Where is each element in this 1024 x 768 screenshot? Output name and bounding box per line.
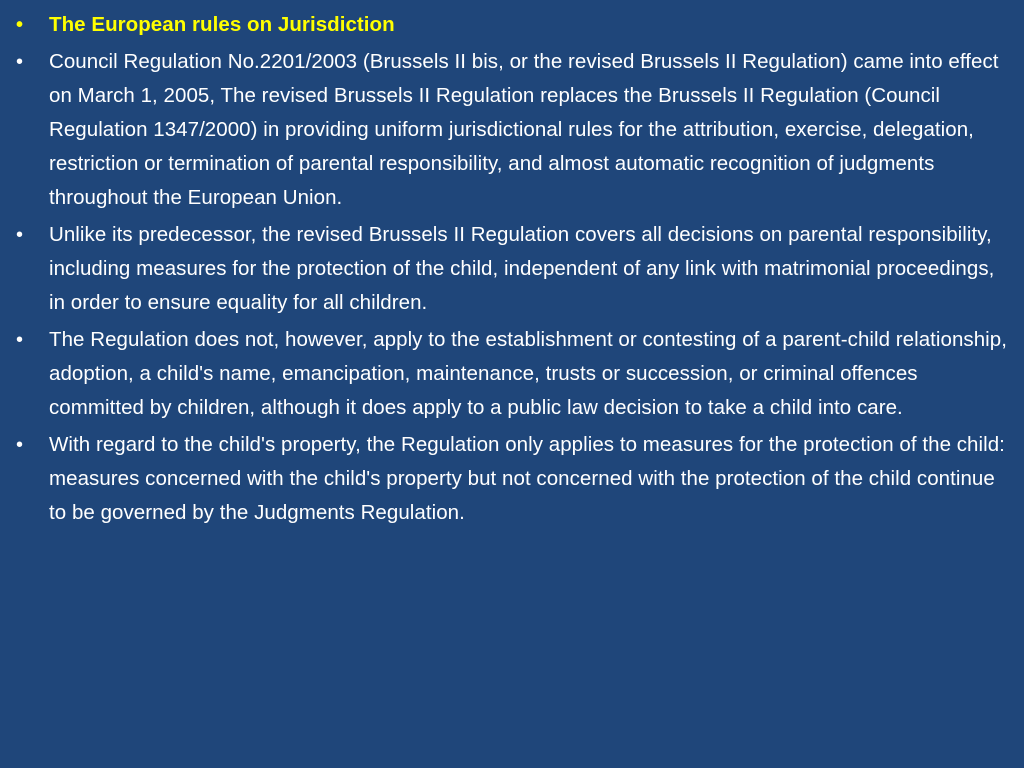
bullet-item <box>16 428 1010 530</box>
bullet-text: Council Regulation No.2201/2003 (Brussels II bis, or the revised Brussels II Regulation) came into effect on March 1, 2005, The revised Brussels II Regulation replaces the Brussels II Regulation (Council Regulation 1347/2000) in providing uniform jurisdictional rules for the attribution, exercise, delegation, restriction or termination of parental responsibility, and almost automatic recognition of judgments throughout the European Union. <box>49 50 999 209</box>
slide-title: The European rules on Jurisdiction <box>49 13 395 36</box>
bullet-dot-icon: • <box>16 14 24 36</box>
bullet-item <box>16 323 1010 425</box>
bullet-list <box>16 8 1010 530</box>
bullet-text: Unlike its predecessor, the revised Brussels II Regulation covers all decisions on parental responsibility, including measures for the protection of the child, independent of any link with matrimonial proceedings, in order to ensure equality for all children. <box>49 223 995 314</box>
bullet-dot-icon: • <box>16 51 24 73</box>
bullet-item <box>16 45 1010 215</box>
bullet-dot-icon: • <box>16 329 24 351</box>
title-bullet-item <box>16 8 1010 42</box>
bullet-item <box>16 218 1010 320</box>
bullet-dot-icon: • <box>16 224 24 246</box>
bullet-dot-icon: • <box>16 434 24 456</box>
bullet-text: The Regulation does not, however, apply to the establishment or contesting of a parent-child relationship, adoption, a child's name, emancipation, maintenance, trusts or succession, or criminal offences committed by children, although it does apply to a public law decision to take a child into care. <box>49 328 1007 419</box>
bullet-text: With regard to the child's property, the Regulation only applies to measures for the protection of the child: measures concerned with the child's property but not concerned with the protection of the child continue to be governed by the Judgments Regulation. <box>49 433 1005 524</box>
